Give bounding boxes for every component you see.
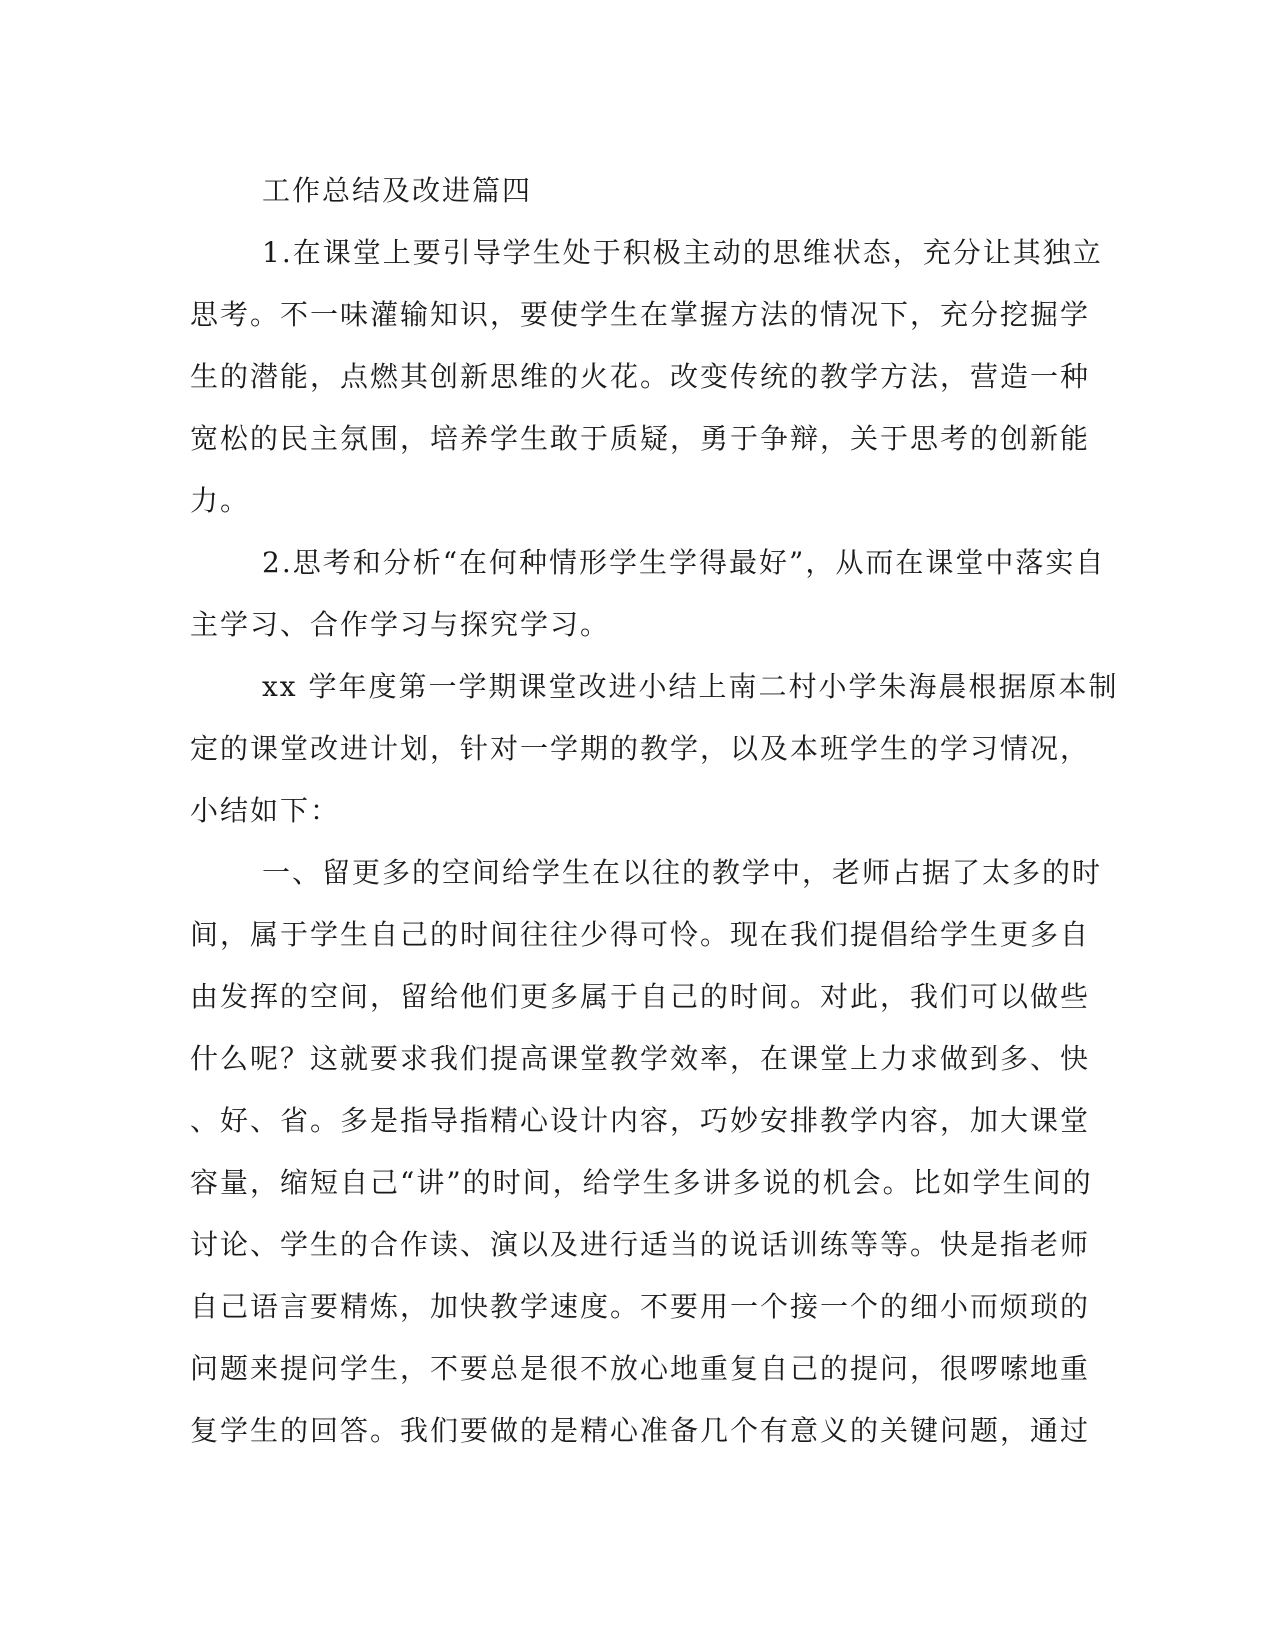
paragraph-line: 2.思考和分析“在何种情形学生学得最好”，从而在课堂中落实自	[262, 546, 1106, 579]
paragraph-line: 什么呢？这就要求我们提高课堂教学效率，在课堂上力求做到多、快	[190, 1042, 1091, 1075]
paragraph-line: 力。	[190, 484, 251, 517]
paragraph-line: 主学习、合作学习与探究学习。	[190, 608, 611, 641]
paragraph-line: 自己语言要精炼，加快教学速度。不要用一个接一个的细小而烦琐的	[190, 1290, 1091, 1323]
paragraph-line: 生的潜能，点燃其创新思维的火花。改变传统的教学方法，营造一种	[190, 360, 1091, 393]
paragraph-line: 宽松的民主氛围，培养学生敢于质疑，勇于争辩，关于思考的创新能	[190, 422, 1091, 455]
paragraph-line: 、好、省。多是指导指精心设计内容，巧妙安排教学内容，加大课堂	[190, 1104, 1091, 1137]
paragraph-line: 讨论、学生的合作读、演以及进行适当的说话训练等等。快是指老师	[190, 1228, 1091, 1261]
paragraph-line: 由发挥的空间，留给他们更多属于自己的时间。对此，我们可以做些	[190, 980, 1091, 1013]
paragraph-line: 小结如下：	[190, 794, 341, 827]
paragraph-3	[190, 656, 1119, 842]
paragraph-2	[190, 532, 1106, 656]
document-body	[190, 160, 1119, 1462]
paragraph-line: 1.在课堂上要引导学生处于积极主动的思维状态，充分让其独立	[262, 236, 1103, 269]
paragraph-line: 容量，缩短自己“讲”的时间，给学生多讲多说的机会。比如学生间的	[190, 1166, 1093, 1199]
document-title: 工作总结及改进篇四	[262, 174, 533, 207]
paragraph-line: 复学生的回答。我们要做的是精心准备几个有意义的关键问题，通过	[190, 1414, 1091, 1447]
paragraph-line: xx 学年度第一学期课堂改进小结上南二村小学朱海晨根据原本制	[262, 670, 1119, 703]
paragraph-line: 思考。不一味灌输知识，要使学生在掌握方法的情况下，充分挖掘学	[190, 298, 1091, 331]
paragraph-4	[190, 842, 1103, 1462]
paragraph-line: 问题来提问学生，不要总是很不放心地重复自己的提问，很啰嗦地重	[190, 1352, 1091, 1385]
paragraph-line: 间，属于学生自己的时间往往少得可怜。现在我们提倡给学生更多自	[190, 918, 1091, 951]
paragraph-line: 定的课堂改进计划，针对一学期的教学，以及本班学生的学习情况，	[190, 732, 1091, 765]
paragraph-line: 一、留更多的空间给学生在以往的教学中，老师占据了太多的时	[262, 856, 1103, 889]
paragraph-1	[190, 222, 1103, 532]
